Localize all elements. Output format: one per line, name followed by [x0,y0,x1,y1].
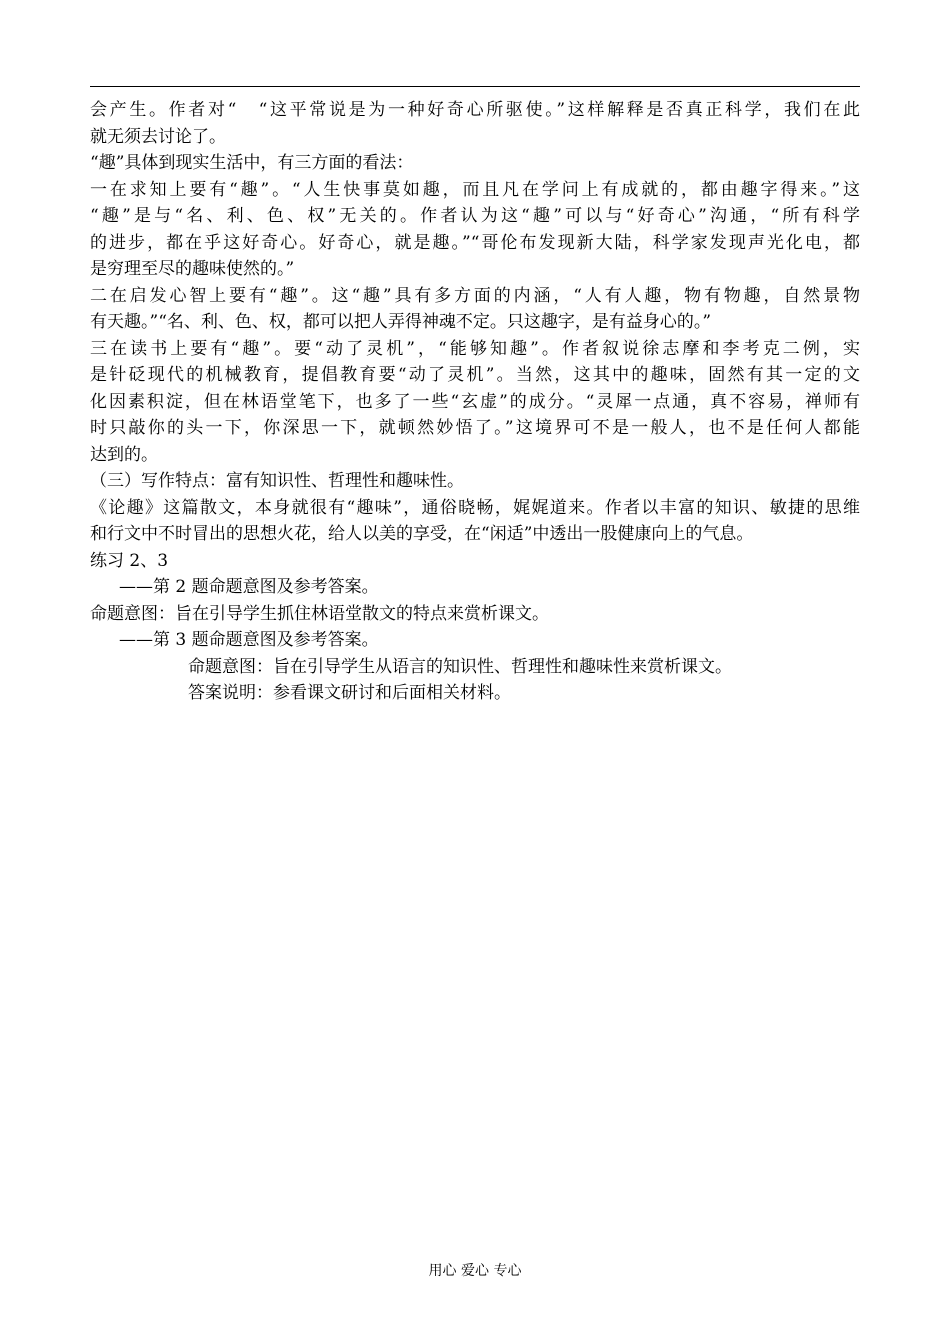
text-line: 就无须去讨论了。 [90,126,226,147]
text-line: 二在启发心智上要有“趣”。这“趣”具有多方面的内涵，“人有人趣，物有物趣，自然景物 [90,285,860,306]
text-line: “趣”是与“名、利、色、权”无关的。作者认为这“趣”可以与“好奇心”沟通，“所有科学 [90,206,860,226]
text-line: 三在读书上要有“趣”。要“动了灵机”，“能够知趣”。作者叙说徐志摩和李考克二例，实 [90,338,860,359]
page-footer: 用心 爱心 专心 [428,1263,522,1279]
text-line: 练习 2、3 [90,550,169,571]
text-line: （三）写作特点：富有知识性、哲理性和趣味性。 [90,471,464,491]
text-line: 是针砭现代的机械教育，提倡教育要“动了灵机”。当然，这其中的趣味，固然有其一定的文 [90,365,860,385]
text-line: 是穷理至尽的趣味使然的。” [90,259,295,279]
text-line: “趣”具体到现实生活中，有三方面的看法： [90,153,414,173]
text-line: 时只敲你的头一下，你深思一下，就顿然妙悟了。”这境界可不是一般人，也不是任何人都能 [90,418,860,438]
text-line: ——第 2 题命题意图及参考答案。 [119,577,379,597]
text-line: 达到的。 [90,444,158,465]
text-line: 化因素积淀，但在林语堂笔下，也多了一些“玄虚”的成分。“灵犀一点通，真不容易，禅师有 [90,391,860,412]
text-line: 和行文中不时冒出的思想火花，给人以美的享受，在“闲适”中透出一股健康向上的气息。 [90,524,754,544]
text-line: 会产生。作者对“ “这平常说是为一种好奇心所驱使。”这样解释是否真正科学，我们在此 [90,100,860,120]
text-line: 命题意图：旨在引导学生从语言的知识性、哲理性和趣味性来赏析课文。 [188,656,732,677]
text-line: 一在求知上要有“趣”。“人生快事莫如趣，而且凡在学问上有成就的，都由趣字得来。”这 [90,179,860,200]
text-line: 有天趣。”“名、利、色、权，都可以把人弄得神魂不定。只这趣字，是有益身心的。” [90,312,712,332]
text-line: 答案说明：参看课文研讨和后面相关材料。 [188,683,511,703]
header-rule [90,86,860,87]
text-line: 的进步，都在乎这好奇心。好奇心，就是趣。”“哥伦布发现新大陆，科学家发现声光化电，都 [90,232,860,253]
text-line: 《论趣》这篇散文，本身就很有“趣味”，通俗晓畅，娓娓道来。作者以丰富的知识、敏捷的思维 [90,497,860,518]
document-body [90,97,860,707]
text-line: ——第 3 题命题意图及参考答案。 [119,630,379,650]
text-line: 命题意图：旨在引导学生抓住林语堂散文的特点来赏析课文。 [90,603,549,624]
